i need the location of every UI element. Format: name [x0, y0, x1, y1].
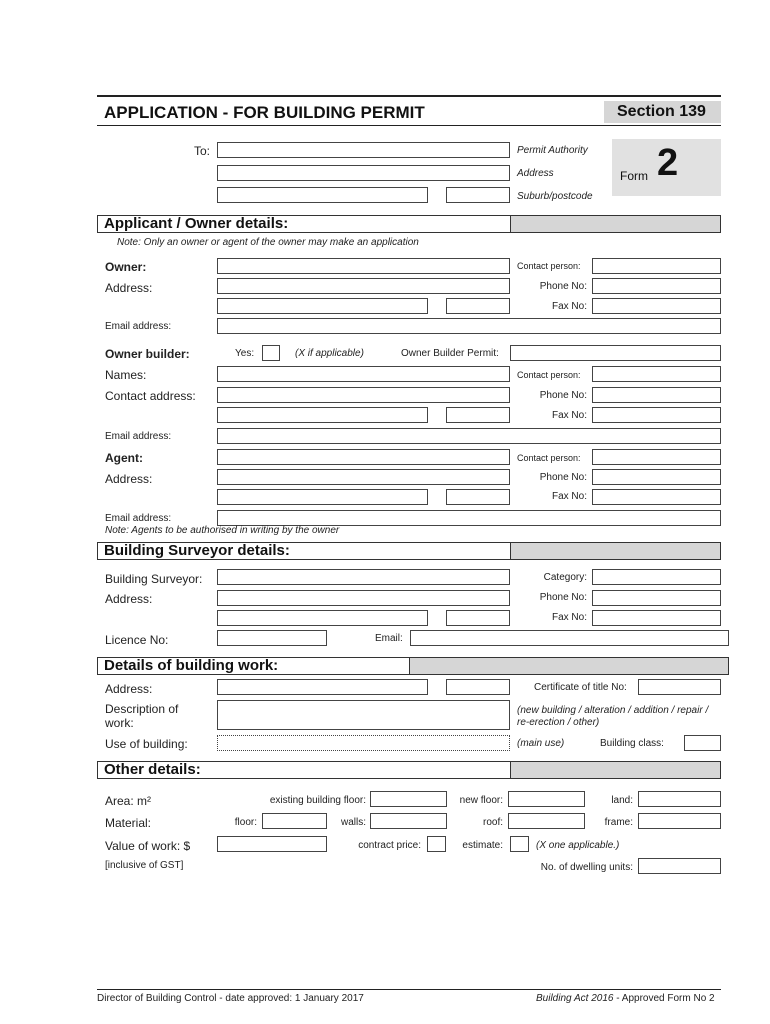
applicant-heading: Applicant / Owner details:	[98, 216, 511, 232]
agent-address-label: Address:	[105, 472, 153, 486]
permit-authority-input[interactable]	[217, 142, 510, 158]
surveyor-address-label: Address:	[105, 592, 153, 606]
material-label: Material:	[105, 816, 152, 830]
ob-phone-input[interactable]	[592, 387, 721, 403]
names-label: Names:	[105, 368, 147, 382]
footer-act-name: Building Act 2016	[536, 993, 614, 1004]
surveyor-heading: Building Surveyor details:	[98, 543, 511, 559]
footer-act	[536, 993, 715, 1004]
surveyor-phone-input[interactable]	[592, 590, 721, 606]
owner-postcode-input[interactable]	[446, 298, 510, 314]
description-hint: (new building / alteration / addition / repair / re-erection / other)	[517, 705, 709, 728]
certificate-input[interactable]	[638, 679, 721, 695]
floor-label: floor:	[234, 817, 257, 828]
footer-rule	[97, 989, 721, 990]
agent-contact-person-label: Contact person:	[517, 453, 581, 463]
agent-note: Note: Agents to be authorised in writing by the owner	[105, 525, 340, 536]
area-label: Area: m²	[105, 794, 152, 808]
agent-phone-input[interactable]	[592, 469, 721, 485]
suburb-postcode-label: Suburb/postcode	[517, 191, 593, 202]
owner-email-input[interactable]	[217, 318, 721, 334]
surveyor-email-label: Email:	[375, 633, 403, 644]
ob-contact-person-label: Contact person:	[517, 370, 581, 380]
work-postcode-input[interactable]	[446, 679, 510, 695]
use-of-building-label: Use of building:	[105, 737, 188, 751]
existing-floor-label: existing building floor:	[269, 795, 366, 806]
value-of-work-input[interactable]	[217, 836, 327, 852]
to-label: To:	[193, 144, 210, 158]
permit-authority-label: Permit Authority	[517, 145, 588, 156]
owner-phone-label: Phone No:	[539, 281, 587, 292]
dwelling-units-input[interactable]	[638, 858, 721, 874]
estimate-label: estimate:	[462, 840, 503, 851]
work-heading-shade	[410, 658, 728, 674]
agent-label: Agent:	[105, 451, 143, 465]
applicant-heading-shade	[511, 216, 720, 232]
licence-input[interactable]	[217, 630, 327, 646]
other-heading-shade	[511, 762, 720, 778]
owner-builder-permit-input[interactable]	[510, 345, 721, 361]
category-input[interactable]	[592, 569, 721, 585]
dwelling-units-label: No. of dwelling units:	[540, 862, 633, 873]
other-section-header	[97, 761, 721, 779]
work-address-label: Address:	[105, 682, 153, 696]
agent-email-label: Email address:	[105, 513, 172, 524]
agent-fax-input[interactable]	[592, 489, 721, 505]
header-rule	[97, 95, 721, 97]
walls-label: walls:	[340, 817, 366, 828]
ob-suburb-input[interactable]	[217, 407, 428, 423]
land-label: land:	[611, 795, 633, 806]
agent-postcode-input[interactable]	[446, 489, 510, 505]
owner-builder-label: Owner builder:	[105, 347, 190, 361]
ob-phone-label: Phone No:	[539, 390, 587, 401]
contract-price-label: contract price:	[358, 840, 421, 851]
agent-address-input[interactable]	[217, 469, 510, 485]
agent-fax-label: Fax No:	[551, 491, 587, 502]
applicant-section-header	[97, 215, 721, 233]
description-label: Description of work:	[105, 702, 179, 730]
building-class-input[interactable]	[684, 735, 721, 751]
surveyor-section-header	[97, 542, 721, 560]
roof-label: roof:	[482, 817, 503, 828]
owner-fax-input[interactable]	[592, 298, 721, 314]
work-address-input[interactable]	[217, 679, 428, 695]
licence-label: Licence No:	[105, 633, 169, 647]
new-floor-input[interactable]	[508, 791, 585, 807]
section-label: Section 139	[617, 103, 706, 120]
ob-email-input[interactable]	[217, 428, 721, 444]
building-surveyor-label: Building Surveyor:	[105, 572, 203, 586]
gst-note: [inclusive of GST]	[105, 860, 184, 871]
category-label: Category:	[543, 572, 587, 583]
names-input[interactable]	[217, 366, 510, 382]
owner-phone-input[interactable]	[592, 278, 721, 294]
owner-contact-person-input[interactable]	[592, 258, 721, 274]
agent-phone-label: Phone No:	[539, 472, 587, 483]
surveyor-suburb-input[interactable]	[217, 610, 428, 626]
footer-form-ref: - Approved Form No 2	[613, 993, 715, 1004]
ob-contact-address-input[interactable]	[217, 387, 510, 403]
surveyor-postcode-input[interactable]	[446, 610, 510, 626]
owner-suburb-input[interactable]	[217, 298, 428, 314]
form-word: Form	[620, 169, 648, 183]
certificate-label: Certificate of title No:	[534, 682, 627, 693]
authority-address-label: Address	[517, 168, 554, 179]
owner-builder-yes-checkbox[interactable]	[262, 345, 280, 361]
agent-suburb-input[interactable]	[217, 489, 428, 505]
other-heading: Other details:	[98, 762, 511, 778]
authority-suburb-input[interactable]	[217, 187, 428, 203]
owner-fax-label: Fax No:	[551, 301, 587, 312]
estimate-checkbox[interactable]	[510, 836, 529, 852]
surveyor-phone-label: Phone No:	[539, 592, 587, 603]
owner-address-label: Address:	[105, 281, 153, 295]
building-surveyor-input[interactable]	[217, 569, 510, 585]
contact-address-label: Contact address:	[105, 389, 196, 403]
existing-floor-input[interactable]	[370, 791, 447, 807]
surveyor-address-input[interactable]	[217, 590, 510, 606]
main-use-label: (main use)	[517, 738, 565, 749]
owner-address-input[interactable]	[217, 278, 510, 294]
work-heading: Details of building work:	[98, 658, 410, 674]
surveyor-heading-shade	[511, 543, 720, 559]
description-input[interactable]	[217, 700, 510, 730]
owner-builder-if-applicable: (X if applicable)	[295, 348, 364, 359]
frame-label: frame:	[604, 817, 633, 828]
owner-label: Owner:	[105, 260, 147, 274]
title-underline	[97, 125, 721, 126]
owner-contact-person-label: Contact person:	[517, 261, 581, 271]
form-number: 2	[657, 142, 679, 184]
ob-contact-person-input[interactable]	[592, 366, 721, 382]
ob-email-label: Email address:	[105, 431, 172, 442]
owner-builder-yes-label: Yes:	[235, 348, 255, 359]
work-section-header	[97, 657, 729, 675]
authority-address-input[interactable]	[217, 165, 510, 181]
roof-input[interactable]	[508, 813, 585, 829]
authority-postcode-input[interactable]	[446, 187, 510, 203]
x-one-applicable: (X one applicable.)	[536, 840, 620, 851]
owner-email-label: Email address:	[105, 321, 172, 332]
building-class-label: Building class:	[600, 738, 664, 749]
surveyor-email-input[interactable]	[410, 630, 729, 646]
page-title: APPLICATION - FOR BUILDING PERMIT	[104, 103, 425, 122]
use-of-building-input[interactable]	[217, 735, 510, 751]
surveyor-fax-input[interactable]	[592, 610, 721, 626]
surveyor-fax-label: Fax No:	[551, 612, 587, 623]
value-of-work-label: Value of work: $	[105, 839, 191, 853]
agent-name-input[interactable]	[217, 449, 510, 465]
ob-fax-label: Fax No:	[551, 410, 587, 421]
footer-approval: Director of Building Control - date approved: 1 January 2017	[97, 993, 364, 1004]
new-floor-label: new floor:	[459, 795, 503, 806]
frame-input[interactable]	[638, 813, 721, 829]
agent-contact-person-input[interactable]	[592, 449, 721, 465]
agent-email-input[interactable]	[217, 510, 721, 526]
ob-fax-input[interactable]	[592, 407, 721, 423]
owner-name-input[interactable]	[217, 258, 510, 274]
walls-input[interactable]	[370, 813, 447, 829]
owner-builder-permit-label: Owner Builder Permit:	[401, 348, 499, 359]
land-input[interactable]	[638, 791, 721, 807]
ob-postcode-input[interactable]	[446, 407, 510, 423]
applicant-note: Note: Only an owner or agent of the owner may make an application	[117, 237, 419, 248]
